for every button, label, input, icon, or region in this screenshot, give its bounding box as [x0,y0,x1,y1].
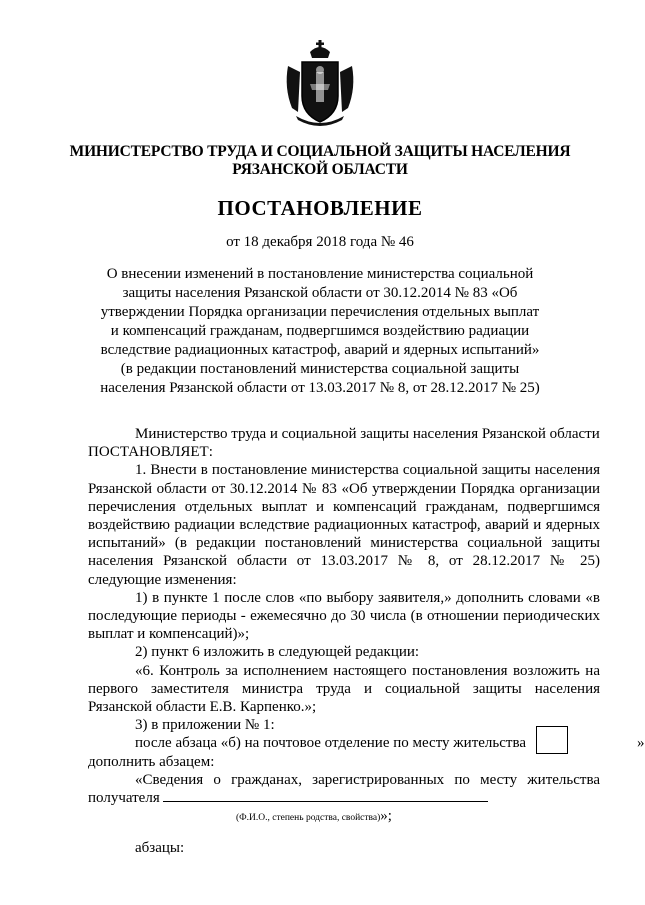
after-paragraph-text: после абзаца «б) на почтовое отделение по месту жительства [135,735,526,752]
caption-end: »; [380,808,392,825]
add-paragraph: дополнить абзацем: [88,753,215,770]
document-subject: О внесении изменений в постановление министерства социальной защиты населения Рязанской области от 30.12.2014 № 83 «Об утверждении Порядка организации перечисления отдельных выплат и компенсаций гражданам, подвергшимся воздействию радиации вследствие радиационных катастроф, аварий и ядерных испытаний» (в редакции постановлений министерства социальной защиты населения Рязанской области от 13.03.2017 № 8, от 28.12.2017 № 25) [100,266,540,396]
fill-caption: (Ф.И.О., степень родства, свойства) [236,813,381,824]
item-1: 1. Внести в постановление министерства социальной защиты населения Рязанской области от 30.12.2014 № 83 «Об утверждении Порядка организации перечисления отдельных выплат и компенсаций гражданам, подвергшимся воздействию радиации вследствие радиационных катастроф, аварий и ядерных испытаний» (в редакции постановлений министерства социальной защиты населения Рязанской области от 13.03.2017 № 8, от 28.12.2017 № 25) следующие изменения: [88,462,600,588]
after-paragraph-line [88,734,645,752]
quote-end: » [637,735,645,752]
empty-box [536,726,568,754]
sub-item-3: 3) в приложении № 1: [135,717,275,734]
intro-line-1: Министерство труда и социальной защиты населения Рязанской области [135,426,600,442]
caption-line [88,807,600,827]
ministry-name [60,143,580,179]
ministry-line-1: МИНИСТЕРСТВО ТРУДА И СОЦИАЛЬНОЙ ЗАЩИТЫ НАСЕЛЕНИЯ [69,143,571,160]
fill-line [163,789,488,802]
document-date: от 18 декабря 2018 года № 46 [226,234,414,250]
info-paragraph [88,771,600,807]
paragraphs-label: абзацы: [135,840,185,857]
document-body [88,425,645,858]
ryazan-coat-of-arms-icon [282,38,358,130]
document-title: ПОСТАНОВЛЕНИЕ [217,196,423,220]
ministry-line-2: РЯЗАНСКОЙ ОБЛАСТИ [232,161,408,178]
sub-item-1: 1) в пункте 1 после слов «по выбору заявителя,» дополнить словами «в последующие периоды - ежемесячно до 30 числа (в отношении периодических выплат и компенсаций)»; [88,589,600,643]
sub-item-2-text: «6. Контроль за исполнением настоящего постановления возложить на первого заместителя министра труда и социальной защиты населения Рязанской области Е.В. Карпенко.»; [88,662,600,716]
intro-line-2: ПОСТАНОВЛЯЕТ: [88,444,213,461]
info-text: «Сведения о гражданах, зарегистрированных по месту жительства получателя [88,771,600,807]
sub-item-2: 2) пункт 6 изложить в следующей редакции: [135,644,420,661]
